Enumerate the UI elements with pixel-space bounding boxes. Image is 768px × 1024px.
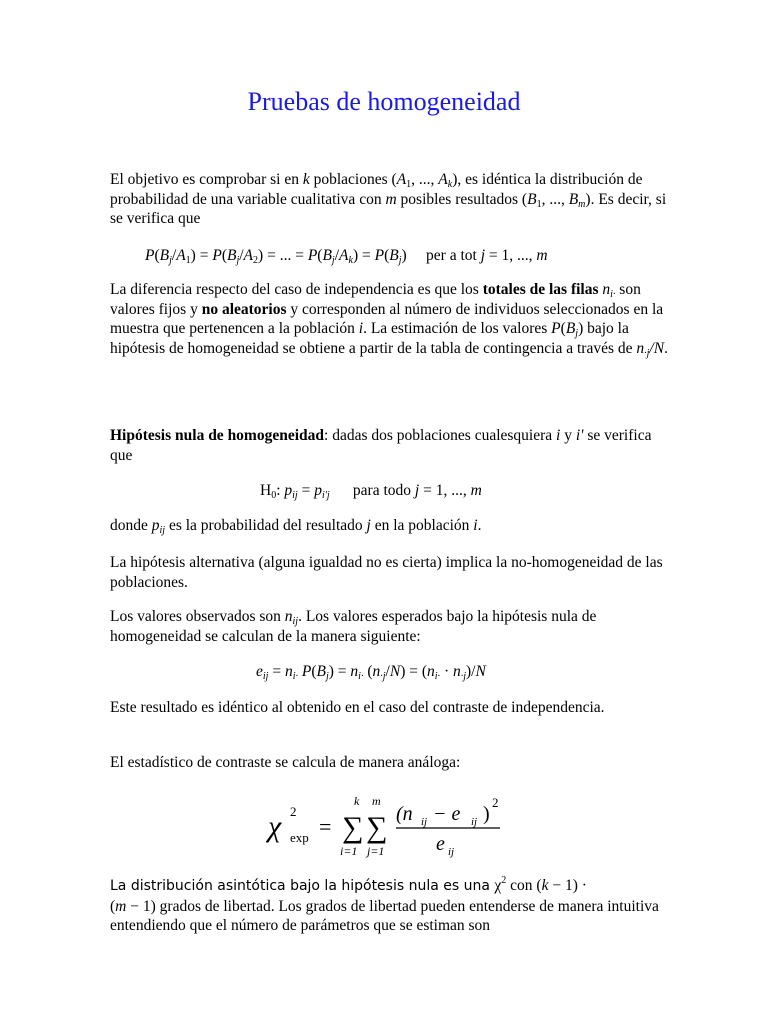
homogeneity-description: La diferencia respecto del caso de independencia es que los totales de las filas $n_{i\cdot}$ son valores fijos y no aleatorios y corresponden al número de individuos seleccionados en la muestra que pertenencen a la población i. La estimación de los valores $P(B_j)$ bajo la hipótesis de homogeneidad se obtiene a partir de la tabla de contingencia a través de $n_{\cdot j}/N$.	[110, 281, 668, 359]
sum-symbol-i: ∑	[342, 811, 364, 844]
chi-symbol: χ	[268, 810, 282, 843]
equality-formula: $P(B_j/A_1) = P(B_j/A_2)$ = ... = $P(B_j/A_k) = P(B_j)$ per a tot j = 1, ..., m	[145, 247, 548, 266]
sum-lower-j: j=1	[367, 844, 385, 858]
chi-exponent: 2	[290, 804, 297, 819]
numerator-n: (n	[396, 803, 413, 825]
numerator-square: 2	[492, 795, 499, 810]
page-title: Pruebas de homogeneidad	[247, 87, 521, 116]
sum-upper-k: k	[354, 794, 360, 808]
null-hypothesis-formula: $H_0$: $p_{ij} = p_{i'j}$ para todo j = 1, ..., m	[260, 482, 482, 501]
intro-paragraph: El objetivo es comprobar si en k poblaciones ($A_1$, ..., $A_k$), es idéntica la distribución de probabilidad de una variable cualitativa con m posibles resultados ($B_1$, ..., $B_m$). Es decir, si se verifica que	[110, 171, 667, 227]
alternative-hypothesis: La hipótesis alternativa (alguna igualdad no es cierta) implica la no-homogeneidad de las poblaciones.	[110, 554, 663, 591]
numerator-close: )	[483, 803, 490, 825]
denominator-ij: ij	[448, 846, 455, 858]
asymptotic-distribution-paragraph: La distribución asintótica bajo la hipótesis nula es una $\chi^2$ con (k − 1) · (m − 1) grados de libertad. Los grados de libertad pueden entenderse de manera intuitiva entendiendo que el número de parámetros que se estiman son	[110, 875, 659, 934]
numerator-e: − e	[433, 803, 461, 825]
null-hypothesis-paragraph: Hipótesis nula de homogeneidad: dadas dos poblaciones cualesquiera i y i' se verifica que	[110, 427, 652, 464]
numerator-ij: ij	[421, 816, 428, 828]
observed-values-paragraph: Los valores observados son $n_{ij}$. Los valores esperados bajo la hipótesis nula de homogeneidad se calculan de la manera siguiente:	[110, 608, 597, 645]
sum-upper-m: m	[372, 794, 381, 808]
sum-lower-i: i=1	[340, 844, 358, 858]
chi-square-formula	[266, 790, 506, 860]
sum-symbol-j: ∑	[366, 811, 388, 844]
denominator-e: e	[436, 833, 445, 855]
equals-sign: =	[319, 814, 332, 839]
probability-definition: donde $p_{ij}$ es la probabilidad del resultado j en la población i.	[110, 517, 482, 536]
expected-values-formula: $e_{ij} = n_{i\cdot}$ $P(B_j) = n_{i\cdot}$ $(n_{\cdot j}/N) = (n_{i\cdot} \cdot n_{\cdot j})/N$	[256, 663, 486, 682]
numerator-e-ij: ij	[471, 816, 478, 828]
same-result-paragraph: Este resultado es idéntico al obtenido en el caso del contraste de independencia.	[110, 699, 605, 716]
statistic-intro: El estadístico de contraste se calcula de manera análoga:	[110, 754, 461, 771]
chi-subscript: exp	[290, 830, 309, 845]
